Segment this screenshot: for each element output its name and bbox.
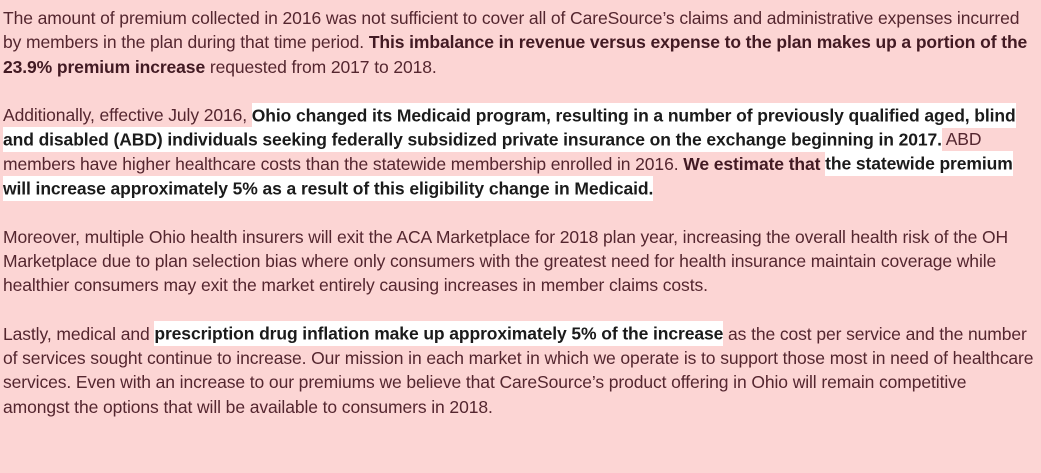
text-run: The amount of premium collected in 2016 was not sufficient to cover all of CareSource’s claims and administrative expenses incurred by members in the plan during that time period.: [3, 8, 1020, 53]
paragraph: [3, 103, 1037, 200]
paragraph: [3, 322, 1037, 419]
highlighted-run: the statewide premium will increase approximately 5% as a result of this eligibility change in Medicaid.: [3, 151, 1013, 200]
paragraph: [3, 6, 1037, 79]
document-text: [3, 6, 1037, 419]
highlighted-run: Ohio changed its Medicaid program, resulting in a number of previously qualified aged, blind and disabled (ABD) individuals seeking federally subsidized private insurance on the exchange beginning in 2017.: [3, 103, 1016, 152]
text-run: Additionally, effective July 2016,: [3, 105, 252, 126]
text-run: requested from 2017 to 2018.: [205, 56, 437, 77]
highlighted-run: prescription drug inflation make up approximately 5% of the increase: [154, 321, 723, 346]
text-run: Moreover, multiple Ohio health insurers will exit the ACA Marketplace for 2018 plan year, increasing the overall health risk of the OH Marketplace due to plan selection bias where only consumers with the greatest need for health insurance maintain coverage while healthier consumers may exit the market entirely causing increases in member claims costs.: [3, 226, 1009, 296]
text-run: as the cost per service and the number of services sought continue to increase. Our mission in each market in which we operate is to support those most in need of healthcare services. Even with an increase to our premiums we believe that CareSource’s product offering in Ohio will remain competitive amongst the options that will be available to consumers in 2018.: [3, 323, 1034, 417]
text-run: Lastly, medical and: [3, 323, 155, 344]
emphasis-run: This imbalance in revenue versus expense to the plan makes up a portion of the 23.9% premium increase: [3, 32, 1028, 77]
paragraph: [3, 225, 1037, 298]
text-run: ABD members have higher healthcare costs than the statewide membership enrolled in 2016.: [3, 129, 982, 174]
emphasis-run: We estimate that: [683, 153, 826, 174]
